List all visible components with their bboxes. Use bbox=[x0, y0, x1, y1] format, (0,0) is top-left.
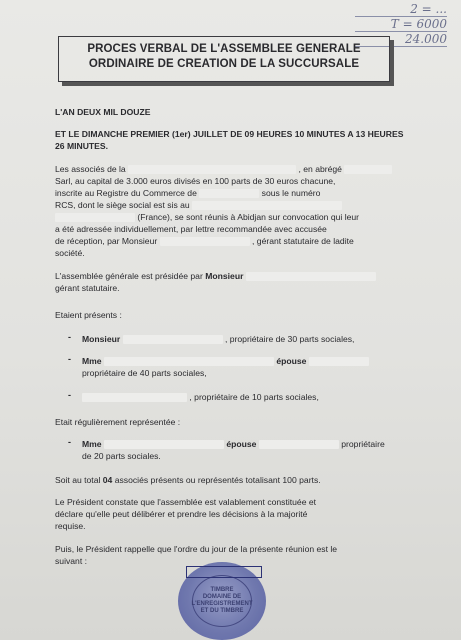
redacted-text bbox=[104, 357, 274, 366]
present-item-cont: propriétaire de 40 parts sociales, bbox=[82, 368, 207, 378]
para2-line: gérant statutaire. bbox=[55, 283, 120, 293]
para1-line bbox=[55, 235, 415, 247]
handwritten-line: 24.000 bbox=[355, 32, 447, 47]
para3-line: requise. bbox=[55, 521, 86, 531]
text: épouse bbox=[226, 439, 257, 449]
para1-line bbox=[55, 187, 415, 199]
text: Monsieur bbox=[205, 271, 244, 281]
text: associés présents ou représentés totalisant 100 parts. bbox=[114, 475, 321, 485]
text: épouse bbox=[276, 356, 307, 366]
title-shadow bbox=[390, 40, 394, 86]
present-item bbox=[82, 391, 442, 403]
title-shadow bbox=[62, 82, 394, 86]
text: , gérant statutaire de ladite bbox=[252, 236, 354, 246]
handwritten-line: T = 6000 bbox=[355, 17, 447, 32]
text: de réception, par Monsieur bbox=[55, 236, 158, 246]
stamp-seal bbox=[192, 575, 252, 627]
text: RCS, dont le siège social est sis au bbox=[55, 200, 190, 210]
redacted-text bbox=[128, 165, 296, 174]
present-heading: Etaient présents : bbox=[55, 310, 122, 320]
text: , propriétaire de 10 parts sociales, bbox=[189, 392, 319, 402]
text: (France), se sont réunis à Abidjan sur convocation qui leur bbox=[137, 212, 360, 222]
title-line: PROCES VERBAL DE L'ASSEMBLEE GENERALE bbox=[87, 43, 361, 55]
stamp-frame bbox=[186, 566, 262, 578]
stamp-text: L'ENREGISTREMENT bbox=[191, 601, 253, 607]
represented-heading: Etait régulièrement représentée : bbox=[55, 417, 181, 427]
para1-line: a été adressée individuellement, par lettre recommandée avec accusée bbox=[55, 224, 327, 234]
bullet: - bbox=[68, 390, 71, 400]
represented-item bbox=[82, 438, 442, 450]
text: Mme bbox=[82, 356, 102, 366]
redacted-text bbox=[344, 165, 392, 174]
para1-line: société. bbox=[55, 248, 85, 258]
date-detail: 26 MINUTES. bbox=[55, 141, 109, 151]
para3-line: déclare qu'elle peut délibérer et prendre les décisions à la majorité bbox=[55, 509, 308, 519]
para1-line bbox=[55, 199, 415, 211]
stamp-text: TIMBRE bbox=[210, 587, 234, 593]
redacted-text bbox=[82, 393, 187, 402]
para1-line: Sarl, au capital de 3.000 euros divisés en 100 parts de 30 euros chacune, bbox=[55, 176, 336, 186]
para4-line: Puis, le Président rappelle que l'ordre du jour de la présente réunion est le bbox=[55, 544, 338, 554]
redacted-text bbox=[246, 272, 376, 281]
text: Monsieur bbox=[82, 334, 121, 344]
bullet: - bbox=[68, 354, 71, 364]
redacted-text bbox=[192, 201, 342, 210]
redacted-text bbox=[55, 213, 135, 222]
text: Soit au total bbox=[55, 475, 101, 485]
para4-line: suivant : bbox=[55, 556, 88, 566]
title-line: ORDINAIRE DE CREATION DE LA SUCCURSALE bbox=[88, 58, 360, 70]
date-line: L'AN DEUX MIL DOUZE bbox=[55, 107, 151, 117]
bullet: - bbox=[68, 437, 71, 447]
handwritten-line: 2 = ... bbox=[355, 2, 447, 17]
text: Les associés de la bbox=[55, 164, 126, 174]
redacted-text bbox=[160, 237, 250, 246]
stamp-text: DOMAINE DE bbox=[202, 594, 242, 600]
text: , en abrégé bbox=[298, 164, 342, 174]
para2-line bbox=[55, 270, 415, 282]
para3-line: Le Président constate que l'assemblée est valablement constituée et bbox=[55, 497, 317, 507]
redacted-text bbox=[259, 440, 339, 449]
para1-line bbox=[55, 163, 415, 175]
redacted-text bbox=[309, 357, 369, 366]
present-item bbox=[82, 333, 442, 345]
bullet: - bbox=[68, 332, 71, 342]
total-line bbox=[55, 474, 415, 486]
stamp-text: ET DU TIMBRE bbox=[200, 608, 244, 614]
date-detail: ET LE DIMANCHE PREMIER (1er) JUILLET DE 09 HEURES 10 MINUTES A 13 HEURES bbox=[55, 129, 404, 139]
para1-line bbox=[55, 211, 415, 223]
text: , propriétaire de 30 parts sociales, bbox=[224, 334, 355, 344]
text: propriétaire bbox=[341, 439, 385, 449]
represented-item-cont: de 20 parts sociales. bbox=[82, 451, 161, 461]
text: 04 bbox=[102, 475, 113, 485]
text: L'assemblée générale est présidée par bbox=[55, 271, 203, 281]
text: Mme bbox=[82, 439, 102, 449]
present-item bbox=[82, 355, 442, 367]
redacted-text bbox=[199, 189, 259, 198]
text: sous le numéro bbox=[261, 188, 321, 198]
redacted-text bbox=[123, 335, 223, 344]
redacted-text bbox=[104, 440, 224, 449]
document-title bbox=[58, 36, 390, 82]
text: inscrite au Registre du Commerce de bbox=[55, 188, 197, 198]
